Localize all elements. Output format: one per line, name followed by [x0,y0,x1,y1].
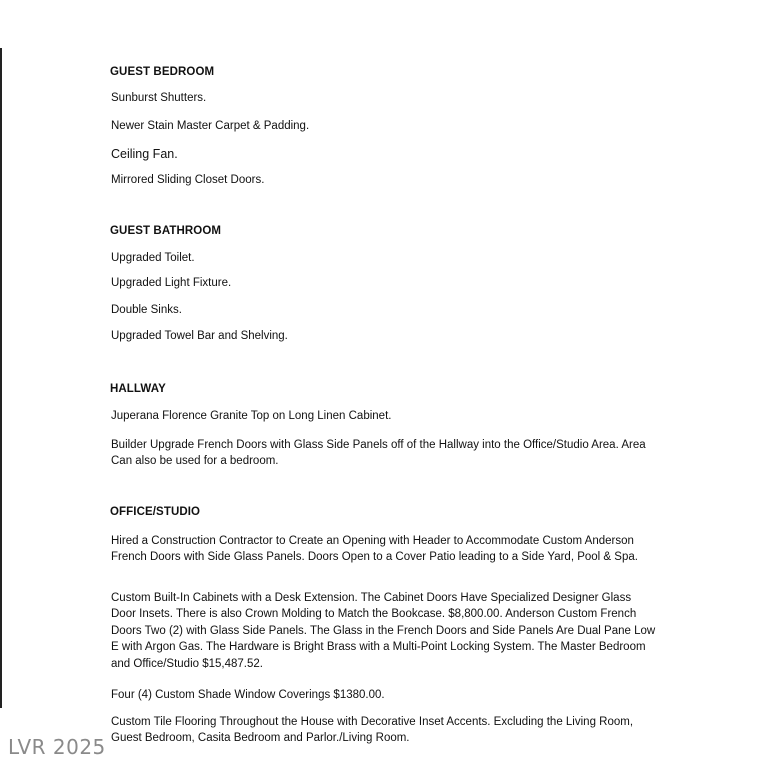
list-item: Sunburst Shutters. [111,92,207,104]
list-item: Mirrored Sliding Closet Doors. [111,174,265,186]
list-item: Hired a Construction Contractor to Create an Opening with Header to Accommodate Custom Anderson French Doors with Side Glass Panels. Doors Open to a Cover Patio leading to a Side Yard, Pool & Spa. [111,535,638,564]
section-heading-office-studio: OFFICE/STUDIO [110,506,201,518]
list-item: Juperana Florence Granite Top on Long Linen Cabinet. [111,410,392,422]
page-edge-line [0,48,2,708]
list-item: Ceiling Fan. [111,147,178,161]
list-item: Upgraded Light Fixture. [111,277,232,289]
section-heading-guest-bedroom: GUEST BEDROOM [110,66,215,78]
section-heading-hallway: HALLWAY [110,383,166,395]
list-item: Custom Tile Flooring Throughout the House with Decorative Inset Accents. Excluding the Living Room, Guest Bedroom, Casita Bedroom and Parlor./Living Room. [111,716,634,745]
section-heading-guest-bathroom: GUEST BATHROOM [110,225,222,237]
list-item: Builder Upgrade French Doors with Glass Side Panels off of the Hallway into the Office/Studio Area. Area Can also be used for a bedroom. [111,439,646,468]
list-item: Custom Built-In Cabinets with a Desk Extension. The Cabinet Doors Have Specialized Designer Glass Door Insets. There is also Crown Molding to Match the Bookcase. $8,800.00. Anderson Custom French Doors Two (2) with Glass Side Panels. The Glass in the French Doors and Side Panels Are Dual Pane Low E with Argon Gas. The Hardware is Bright Brass with a Multi-Point Locking System. The Master Bedroom and Office/Studio $15,487.52. [111,592,656,670]
document-page [110,0,670,768]
list-item: Upgraded Towel Bar and Shelving. [111,330,288,342]
list-item: Four (4) Custom Shade Window Coverings $1380.00. [111,689,385,701]
list-item: Upgraded Toilet. [111,252,195,264]
list-item: Double Sinks. [111,304,182,316]
watermark: LVR 2025 [8,735,106,759]
list-item: Newer Stain Master Carpet & Padding. [111,120,310,132]
